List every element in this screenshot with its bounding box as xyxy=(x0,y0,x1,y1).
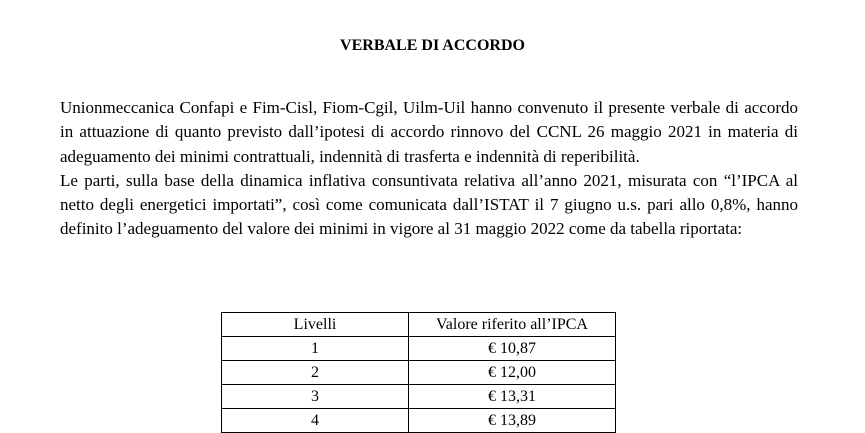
document-body xyxy=(60,96,798,242)
minimum-wage-table xyxy=(221,312,616,433)
table-row xyxy=(222,409,616,433)
adjustment-paragraph: Le parti, sulla base della dinamica inflativa consuntivata relativa all’anno 2021, misurata con “l’IPCA al netto degli energetici importati”, così come comunicata dall’ISTAT il 7 giugno u.s. pari allo 0,8%, hanno definito l’adeguamento del valore dei minimi in vigore al 31 maggio 2022 come da tabella riportata: xyxy=(60,170,798,239)
value-cell: € 13,89 xyxy=(409,409,616,433)
table-row xyxy=(222,361,616,385)
header-valore-ipca: Valore riferito all’IPCA xyxy=(409,313,616,337)
table-row xyxy=(222,385,616,409)
value-cell: € 13,31 xyxy=(409,385,616,409)
table-header-row xyxy=(222,313,616,337)
table-row xyxy=(222,337,616,361)
header-livelli: Livelli xyxy=(222,313,409,337)
value-cell: € 10,87 xyxy=(409,337,616,361)
intro-paragraph: Unionmeccanica Confapi e Fim-Cisl, Fiom-Cgil, Uilm-Uil hanno convenuto il presente verbale di accordo in attuazione di quanto previsto dall’ipotesi di accordo rinnovo del CCNL 26 maggio 2021 in materia di adeguamento dei minimi contrattuali, indennità di trasferta e indennità di reperibilità. xyxy=(60,98,798,166)
level-cell: 4 xyxy=(222,409,409,433)
level-cell: 1 xyxy=(222,337,409,361)
level-cell: 3 xyxy=(222,385,409,409)
document-title: VERBALE DI ACCORDO xyxy=(340,37,525,54)
value-cell: € 12,00 xyxy=(409,361,616,385)
level-cell: 2 xyxy=(222,361,409,385)
